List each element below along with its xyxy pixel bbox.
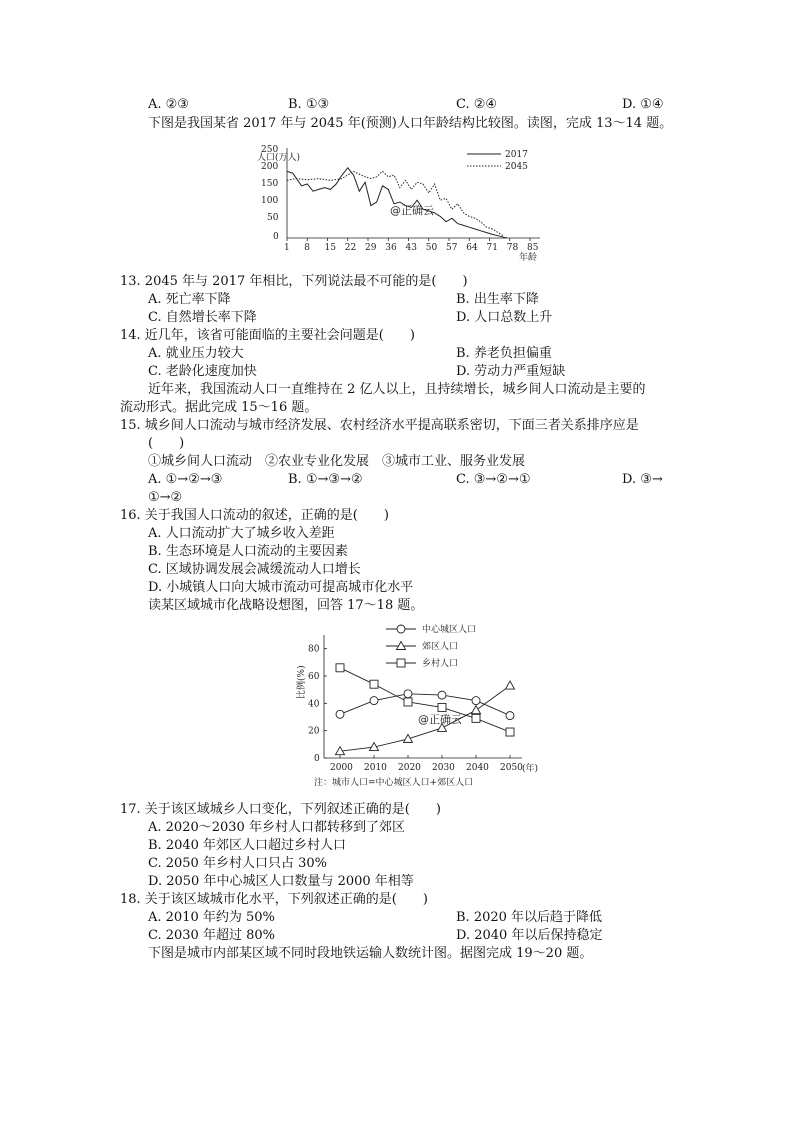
q17-option-d: D. 2050 年中心城区人口数量与 2000 年相等 (148, 874, 414, 889)
chart2-xtick-label: 2000 (330, 763, 353, 773)
chart1-ytick-50: 50 (267, 213, 279, 223)
chart1-xtick-label: 71 (486, 243, 498, 253)
chart1-xtick-label: 57 (446, 243, 458, 253)
chart1-xtick-label: 50 (425, 243, 438, 253)
data-point-circle (506, 712, 514, 720)
q16-option-b: B. 生态环境是人口流动的主要因素 (148, 544, 348, 559)
data-point-square (472, 714, 480, 722)
data-point-square (404, 698, 412, 706)
data-point-triangle (472, 706, 481, 714)
q17-option-b: B. 2040 年郊区人口超过乡村人口 (148, 838, 347, 853)
legend-label-circle: 中心城区人口 (422, 625, 477, 635)
q17-option-c: C. 2050 年乡村人口只占 30% (148, 856, 327, 871)
q16-option-d: D. 小城镇人口向大城市流动可提高城市化水平 (148, 580, 414, 595)
chart1-ytick-0: 0 (273, 232, 279, 242)
legend-marker-triangle (397, 642, 406, 650)
legend-label-2045: 2045 (505, 162, 528, 172)
urbanization-chart (290, 617, 550, 794)
q16-stem: 16. 关于我国人口流动的叙述，正确的是( ) (120, 508, 389, 523)
chart2-ylabel: 比例(%) (297, 665, 307, 699)
data-point-circle (404, 690, 412, 698)
q14-option-c: C. 老龄化速度加快 (148, 364, 257, 379)
legend-label-triangle: 郊区人口 (422, 642, 459, 652)
q17-option-a: A. 2020～2030 年乡村人口都转移到了郊区 (148, 820, 405, 835)
chart2-xtick-label: 2050 (500, 763, 523, 773)
q18-stem: 18. 关于该区域城市化水平，下列叙述正确的是( ) (120, 892, 428, 907)
q13-option-c: C. 自然增长率下降 (148, 310, 257, 325)
chart2-note: 注：城市人口=中心城区人口+郊区人口 (314, 778, 474, 788)
q13-option-a: A. 死亡率下降 (148, 292, 231, 307)
intro-13-14: 下图是我国某省 2017 年与 2045 年(预测)人口年龄结构比较图。读图，完成 13～14 题。 (148, 116, 673, 131)
q15-stem-line1: 15. 城乡间人口流动与城市经济发展、农村经济水平提高联系密切，下面三者关系排序应是 (120, 418, 639, 433)
chart1-xtick-label: 22 (344, 243, 357, 253)
chart2-ytick-label: 60 (308, 672, 320, 682)
q14-option-b: B. 养老负担偏重 (456, 346, 552, 361)
chart2-ytick-label: 80 (308, 644, 320, 655)
data-point-square (438, 703, 446, 711)
q18-option-b: B. 2020 年以后趋于降低 (456, 910, 603, 925)
data-point-square (336, 664, 344, 672)
legend-marker-circle (397, 625, 405, 633)
legend-label-square: 乡村人口 (422, 659, 459, 669)
chart1-ytick-150: 150 (261, 179, 279, 189)
data-point-square (506, 728, 514, 736)
q16-option-a: A. 人口流动扩大了城乡收入差距 (148, 526, 335, 541)
q13-option-d: D. 人口总数上升 (456, 310, 553, 325)
chart1-xtick-label: 64 (466, 243, 478, 253)
q14-option-a: A. 就业压力较大 (148, 346, 244, 361)
chart1-xtick-label: 78 (506, 243, 519, 253)
data-point-circle (370, 697, 378, 705)
q15-option-c: C. ③→②→① (456, 472, 531, 487)
chart1-xtick-label: 36 (385, 243, 397, 253)
q14-option-d: D. 劳动力严重短缺 (456, 364, 566, 379)
data-point-square (370, 680, 378, 688)
q15-stem-line2: ( ) (148, 436, 185, 451)
chart2-xtick-label: 2030 (432, 763, 455, 773)
chart2-xtick-label: 2040 (466, 763, 489, 773)
chart1-xtick-label: 8 (304, 243, 310, 253)
intro-15-16-line1: 近年来，我国流动人口一直维持在 2 亿人以上，且持续增长，城乡间人口流动是主要的 (148, 382, 646, 397)
chart2-ytick-label: 0 (314, 754, 320, 764)
prev-option-c: C. ②④ (456, 97, 498, 112)
chart1-ytick-200: 200 (261, 162, 279, 172)
chart2-xtick-label: 2020 (398, 763, 421, 773)
q18-option-c: C. 2030 年超过 80% (148, 928, 275, 943)
q13-stem: 13. 2045 年与 2017 年相比，下列说法最不可能的是( ) (120, 274, 468, 289)
chart2-ytick-label: 20 (308, 726, 320, 737)
intro-17-18: 读某区域城市化战略设想图，回答 17～18 题。 (148, 598, 424, 613)
q16-option-c: C. 区域协调发展会减缓流动人口增长 (148, 562, 361, 577)
data-point-triangle (404, 734, 413, 742)
intro-15-16-line2: 流动形式。据此完成 15～16 题。 (120, 400, 318, 415)
chart1-xtick-label: 29 (365, 243, 377, 253)
q17-stem: 17. 关于该区域城乡人口变化，下列叙述正确的是( ) (120, 802, 441, 817)
q13-option-b: B. 出生率下降 (456, 292, 539, 307)
q14-stem: 14. 近几年，该省可能面临的主要社会问题是( ) (120, 328, 415, 343)
chart2-watermark: @正确云 (418, 713, 462, 726)
data-point-triangle (506, 681, 515, 689)
q15-option-a: A. ①→②→③ (148, 472, 223, 487)
q18-option-a: A. 2010 年约为 50% (148, 910, 275, 925)
q15-option-b: B. ①→③→② (288, 472, 363, 487)
chart1-watermark: @正确云 (390, 204, 434, 217)
legend-marker-square (397, 659, 405, 667)
legend-label-2017: 2017 (505, 150, 528, 160)
prev-option-a: A. ②③ (148, 97, 189, 112)
chart1-ytick-250: 250 (261, 145, 279, 155)
prev-option-d: D. ①④ (622, 97, 664, 112)
data-point-circle (336, 710, 344, 718)
chart2-ytick-label: 40 (308, 699, 320, 710)
chart1-ytick-100: 100 (261, 196, 279, 206)
chart2-xlabel: (年) (522, 764, 539, 774)
chart1-xtick-label: 43 (405, 243, 417, 253)
data-point-circle (438, 691, 446, 699)
chart1-xtick-label: 1 (284, 243, 290, 253)
chart1-xtick-label: 15 (324, 243, 336, 253)
q15-option-d: D. ③→ (622, 472, 663, 487)
age-structure-chart (255, 140, 555, 265)
data-point-circle (472, 697, 480, 705)
q15-option-d-cont: ①→② (148, 490, 183, 505)
chart2-xtick-label: 2010 (364, 763, 387, 773)
chart1-xtick-label: 85 (527, 243, 539, 253)
intro-19-20: 下图是城市内部某区域不同时段地铁运输人数统计图。据图完成 19～20 题。 (148, 946, 593, 961)
prev-option-b: B. ①③ (288, 97, 330, 112)
q18-option-d: D. 2040 年以后保持稳定 (456, 928, 603, 943)
q15-items: ①城乡间人口流动 ②农业专业化发展 ③城市工业、服务业发展 (148, 454, 526, 469)
chart1-ylabel: 人口(万人) (257, 153, 301, 163)
chart1-xlabel: 年龄 (519, 253, 538, 263)
